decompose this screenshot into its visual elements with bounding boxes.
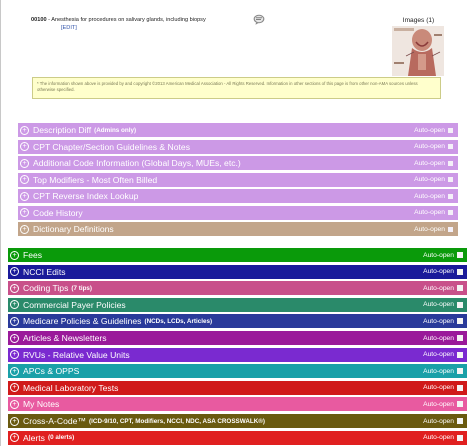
auto-open-checkbox[interactable]: [457, 435, 463, 441]
section-label[interactable]: APCs & OPPS: [23, 366, 80, 377]
auto-open-label: Auto-open: [423, 351, 454, 359]
expand-plus-icon[interactable]: +: [10, 284, 19, 293]
auto-open-label: Auto-open: [423, 251, 454, 259]
auto-open-checkbox[interactable]: [448, 144, 453, 149]
inner-section-0[interactable]: [18, 123, 458, 137]
outer-section-11[interactable]: [8, 431, 467, 445]
outer-section-1[interactable]: [8, 265, 467, 279]
auto-open-label: Auto-open: [423, 284, 454, 292]
auto-open-label: Auto-open: [414, 209, 445, 216]
auto-open-checkbox[interactable]: [457, 335, 463, 341]
expand-plus-icon[interactable]: +: [10, 400, 19, 409]
auto-open-label: Auto-open: [414, 225, 445, 233]
images-panel: [391, 17, 446, 81]
auto-open-label: Auto-open: [414, 192, 445, 200]
auto-open-label: Auto-open: [414, 143, 445, 150]
auto-open-label: Auto-open: [423, 400, 454, 408]
expand-plus-icon[interactable]: +: [10, 317, 19, 326]
expand-plus-icon[interactable]: +: [10, 383, 19, 392]
section-sublabel: (NCDs, LCDs, Articles): [144, 317, 213, 325]
auto-open-checkbox[interactable]: [457, 418, 463, 424]
section-sublabel: (Admins only): [94, 126, 137, 134]
expand-plus-icon[interactable]: +: [10, 350, 19, 359]
outer-section-8[interactable]: [8, 381, 467, 395]
speech-bubble-icon[interactable]: [253, 14, 265, 25]
section-label[interactable]: Top Modifiers - Most Often Billed: [33, 174, 158, 185]
section-label[interactable]: Additional Code Information (Global Days, MUEs, etc.): [33, 158, 241, 168]
section-label[interactable]: Articles & Newsletters: [23, 333, 107, 343]
section-label[interactable]: Fees: [23, 250, 43, 260]
section-sublabel: (7 tips): [71, 284, 93, 292]
images-title[interactable]: Images (1): [402, 17, 435, 24]
outer-section-10[interactable]: [8, 414, 467, 428]
expand-plus-icon[interactable]: +: [20, 225, 29, 234]
section-sublabel: (0 alerts): [47, 434, 75, 442]
auto-open-label: Auto-open: [423, 301, 454, 309]
code-header: [31, 17, 331, 31]
outer-section-5[interactable]: [8, 331, 467, 345]
auto-open-checkbox[interactable]: [457, 318, 463, 324]
auto-open-checkbox[interactable]: [448, 128, 453, 133]
section-label[interactable]: Coding Tips: [23, 283, 69, 294]
inner-section-3[interactable]: [18, 173, 458, 187]
section-label[interactable]: Alerts: [23, 432, 45, 443]
auto-open-label: Auto-open: [414, 126, 445, 134]
expand-plus-icon[interactable]: +: [10, 334, 19, 343]
auto-open-checkbox[interactable]: [448, 210, 453, 215]
section-label[interactable]: NCCI Edits: [23, 266, 66, 277]
auto-open-label: Auto-open: [423, 334, 454, 342]
auto-open-label: Auto-open: [423, 367, 454, 375]
auto-open-checkbox[interactable]: [457, 252, 463, 258]
auto-open-label: Auto-open: [414, 159, 445, 167]
code-number: 00100: [31, 17, 47, 23]
copyright-notice: * The information shown above is provided by and copyright ©2013 American Medical Association - All Rights Reserved. Information in other sections of this page is from other non-AMA sources unless otherwise specified.: [32, 77, 441, 99]
section-label[interactable]: Cross-A-Code™: [23, 416, 87, 426]
code-description: Anesthesia for procedures on salivary glands, including biopsy: [51, 17, 206, 23]
section-label[interactable]: RVUs - Relative Value Units: [23, 349, 130, 360]
auto-open-checkbox[interactable]: [457, 352, 463, 358]
outer-section-6[interactable]: [8, 348, 467, 362]
expand-plus-icon[interactable]: +: [10, 417, 19, 426]
anatomy-thumbnail[interactable]: [392, 26, 444, 76]
expand-plus-icon[interactable]: +: [10, 267, 19, 276]
inner-section-5[interactable]: [18, 206, 458, 220]
auto-open-checkbox[interactable]: [448, 194, 453, 199]
expand-plus-icon[interactable]: +: [10, 300, 19, 309]
auto-open-label: Auto-open: [423, 434, 454, 442]
code-separator: -: [46, 17, 52, 23]
auto-open-label: Auto-open: [423, 317, 454, 325]
outer-section-4[interactable]: [8, 314, 467, 328]
expand-plus-icon[interactable]: +: [20, 126, 29, 135]
section-label[interactable]: My Notes: [23, 399, 60, 410]
expand-plus-icon[interactable]: +: [20, 175, 29, 184]
outer-section-9[interactable]: [8, 397, 467, 411]
inner-section-2[interactable]: [18, 156, 458, 170]
auto-open-checkbox[interactable]: [457, 302, 463, 308]
section-label[interactable]: Dictionary Definitions: [33, 224, 114, 234]
auto-open-checkbox[interactable]: [448, 161, 453, 166]
outer-section-3[interactable]: [8, 298, 467, 312]
section-label[interactable]: Code History: [33, 207, 83, 218]
expand-plus-icon[interactable]: +: [20, 208, 29, 217]
outer-section-7[interactable]: [8, 364, 467, 378]
section-label[interactable]: Medical Laboratory Tests: [23, 382, 119, 393]
section-label[interactable]: CPT Reverse Index Lookup: [33, 191, 139, 201]
section-label[interactable]: Commercial Payer Policies: [23, 299, 126, 310]
section-label[interactable]: Medicare Policies & Guidelines: [23, 316, 142, 327]
expand-plus-icon[interactable]: +: [20, 192, 29, 201]
section-label[interactable]: Description Diff: [33, 125, 92, 135]
auto-open-checkbox[interactable]: [457, 401, 463, 407]
edit-link[interactable]: [EDIT]: [61, 25, 77, 31]
auto-open-checkbox[interactable]: [457, 285, 463, 291]
auto-open-label: Auto-open: [423, 384, 454, 392]
inner-section-1[interactable]: [18, 140, 458, 154]
auto-open-label: Auto-open: [423, 268, 454, 276]
auto-open-checkbox[interactable]: [448, 227, 453, 232]
section-label[interactable]: CPT Chapter/Section Guidelines & Notes: [33, 141, 190, 152]
auto-open-checkbox[interactable]: [457, 385, 463, 391]
auto-open-label: Auto-open: [423, 417, 454, 425]
auto-open-checkbox[interactable]: [457, 269, 463, 275]
expand-plus-icon[interactable]: +: [10, 367, 19, 376]
expand-plus-icon[interactable]: +: [20, 159, 29, 168]
inner-section-6[interactable]: [18, 222, 458, 236]
section-sublabel: (ICD-9/10, CPT, Modifiers, NCCI, NDC, ASA CROSSWALK®): [89, 417, 265, 425]
inner-section-4[interactable]: [18, 189, 458, 203]
auto-open-label: Auto-open: [414, 176, 445, 183]
auto-open-checkbox[interactable]: [457, 368, 463, 374]
outer-section-2[interactable]: [8, 281, 467, 295]
expand-plus-icon[interactable]: +: [10, 251, 19, 260]
auto-open-checkbox[interactable]: [448, 177, 453, 182]
expand-plus-icon[interactable]: +: [10, 433, 19, 442]
outer-section-0[interactable]: [8, 248, 467, 262]
expand-plus-icon[interactable]: +: [20, 142, 29, 151]
